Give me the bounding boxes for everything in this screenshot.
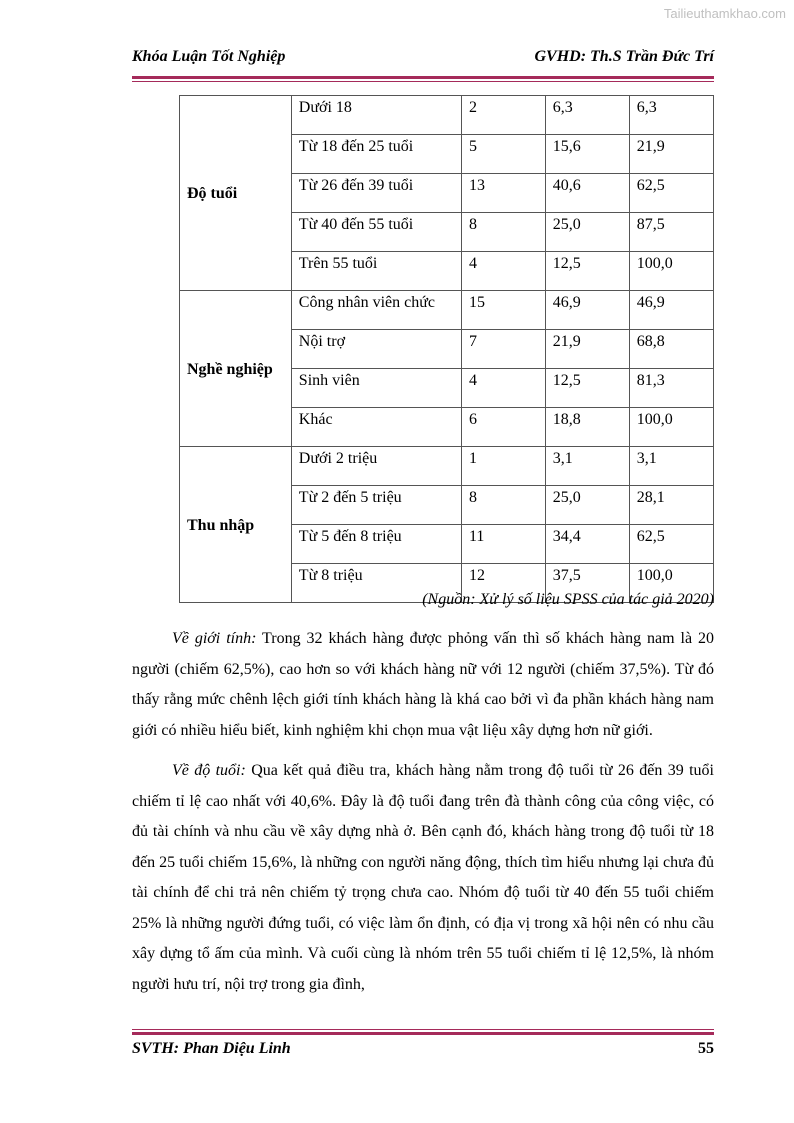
table-cell: Công nhân viên chức	[291, 291, 461, 330]
header-divider	[132, 76, 714, 82]
table-cell: Sinh viên	[291, 369, 461, 408]
table-cell: 2	[461, 96, 545, 135]
table-cell: 4	[461, 369, 545, 408]
table-cell: Từ 18 đến 25 tuổi	[291, 135, 461, 174]
table-cell: 4	[461, 252, 545, 291]
paragraph-text: Qua kết quả điều tra, khách hàng nằm trong độ tuổi từ 26 đến 39 tuổi chiếm tỉ lệ cao nhất với 40,6%. Đây là độ tuổi đang trên đà thành công của công việc, có đủ tài chính và nhu cầu về xây dựng nhà ở. Bên cạnh đó, khách hàng trong độ tuổi từ 18 đến 25 tuổi chiếm 15,6%, là những con người năng động, thích tìm hiểu nhưng lại chưa đủ tài chính để chi trả nên chiếm tỷ trọng chưa cao. Nhóm độ tuổi từ 40 đến 55 tuổi chiếm 25% là những người đứng tuổi, có việc làm ổn định, có địa vị trong xã hội nên có nhu cầu xây dựng tổ ấm của mình. Và cuối cùng là nhóm trên 55 tuổi chiếm tỉ lệ 12,5%, là nhóm người hưu trí, nội trợ trong gia đình,	[132, 762, 714, 993]
table-cell: 5	[461, 135, 545, 174]
page-number: 55	[698, 1040, 714, 1057]
table-source: (Nguồn: Xử lý số liệu SPSS của tác giả 2020)	[422, 591, 714, 608]
paragraph-age	[132, 756, 714, 1000]
body-text	[132, 624, 714, 1010]
table-cell: Từ 26 đến 39 tuổi	[291, 174, 461, 213]
table-cell: 8	[461, 486, 545, 525]
paragraph-gender	[132, 624, 714, 746]
table-cell: 21,9	[545, 330, 629, 369]
footer-divider	[132, 1029, 714, 1035]
table-group-label: Thu nhập	[180, 447, 292, 603]
table-cell: Từ 40 đến 55 tuổi	[291, 213, 461, 252]
table-cell: 18,8	[545, 408, 629, 447]
table-cell: 68,8	[629, 330, 713, 369]
table-cell: 37,5	[545, 564, 629, 603]
table-group-label: Nghề nghiệp	[180, 291, 292, 447]
table-cell: Nội trợ	[291, 330, 461, 369]
table-cell: 46,9	[545, 291, 629, 330]
table-cell: Từ 2 đến 5 triệu	[291, 486, 461, 525]
paragraph-lead: Về giới tính:	[172, 630, 257, 647]
table-cell: 8	[461, 213, 545, 252]
table-cell: Khác	[291, 408, 461, 447]
table-cell: Dưới 18	[291, 96, 461, 135]
table-row	[180, 291, 714, 330]
table-body	[180, 96, 714, 603]
table-cell: Trên 55 tuổi	[291, 252, 461, 291]
table-cell: 100,0	[629, 564, 713, 603]
paragraph-text: Trong 32 khách hàng được phỏng vấn thì số khách hàng nam là 20 người (chiếm 62,5%), cao hơn so với khách hàng nữ với 12 người (chiếm 37,5%). Từ đó thấy rằng mức chênh lệch giới tính khách hàng là khá cao bởi vì đa phần khách hàng nam giới có nhiều hiểu biết, kinh nghiệm khi chọn mua vật liệu xây dựng hơn nữ giới.	[132, 630, 714, 739]
table-cell: 12,5	[545, 252, 629, 291]
table-row	[180, 447, 714, 486]
paragraph-lead: Về độ tuổi:	[172, 762, 246, 779]
table-cell: 25,0	[545, 486, 629, 525]
header-title: Khóa Luận Tốt Nghiệp	[132, 48, 286, 65]
table-cell: 15	[461, 291, 545, 330]
table-cell: 100,0	[629, 408, 713, 447]
table-cell: 28,1	[629, 486, 713, 525]
table-cell: 15,6	[545, 135, 629, 174]
page-header	[132, 48, 714, 66]
table-cell: 40,6	[545, 174, 629, 213]
table-cell: Dưới 2 triệu	[291, 447, 461, 486]
table-cell: 62,5	[629, 174, 713, 213]
table-cell: 6	[461, 408, 545, 447]
table-cell: 21,9	[629, 135, 713, 174]
table-cell: 1	[461, 447, 545, 486]
table-cell: 81,3	[629, 369, 713, 408]
page-footer	[132, 1040, 714, 1058]
table-cell: Từ 5 đến 8 triệu	[291, 525, 461, 564]
sample-structure-table	[179, 95, 714, 603]
watermark: Tailieuthamkhao.com	[663, 6, 786, 21]
table-row	[180, 96, 714, 135]
table-cell: 13	[461, 174, 545, 213]
table-group-label: Độ tuổi	[180, 96, 292, 291]
footer-author: SVTH: Phan Diệu Linh	[132, 1040, 291, 1057]
table-cell: 3,1	[629, 447, 713, 486]
table-cell: 100,0	[629, 252, 713, 291]
table-cell: 25,0	[545, 213, 629, 252]
table-cell: Từ 8 triệu	[291, 564, 461, 603]
table-cell: 7	[461, 330, 545, 369]
table-cell: 87,5	[629, 213, 713, 252]
table-cell: 34,4	[545, 525, 629, 564]
header-advisor: GVHD: Th.S Trần Đức Trí	[534, 48, 714, 65]
table-cell: 6,3	[629, 96, 713, 135]
table-cell: 3,1	[545, 447, 629, 486]
table-cell: 11	[461, 525, 545, 564]
table-cell: 46,9	[629, 291, 713, 330]
table-cell: 12	[461, 564, 545, 603]
table-cell: 6,3	[545, 96, 629, 135]
table-cell: 62,5	[629, 525, 713, 564]
table-cell: 12,5	[545, 369, 629, 408]
